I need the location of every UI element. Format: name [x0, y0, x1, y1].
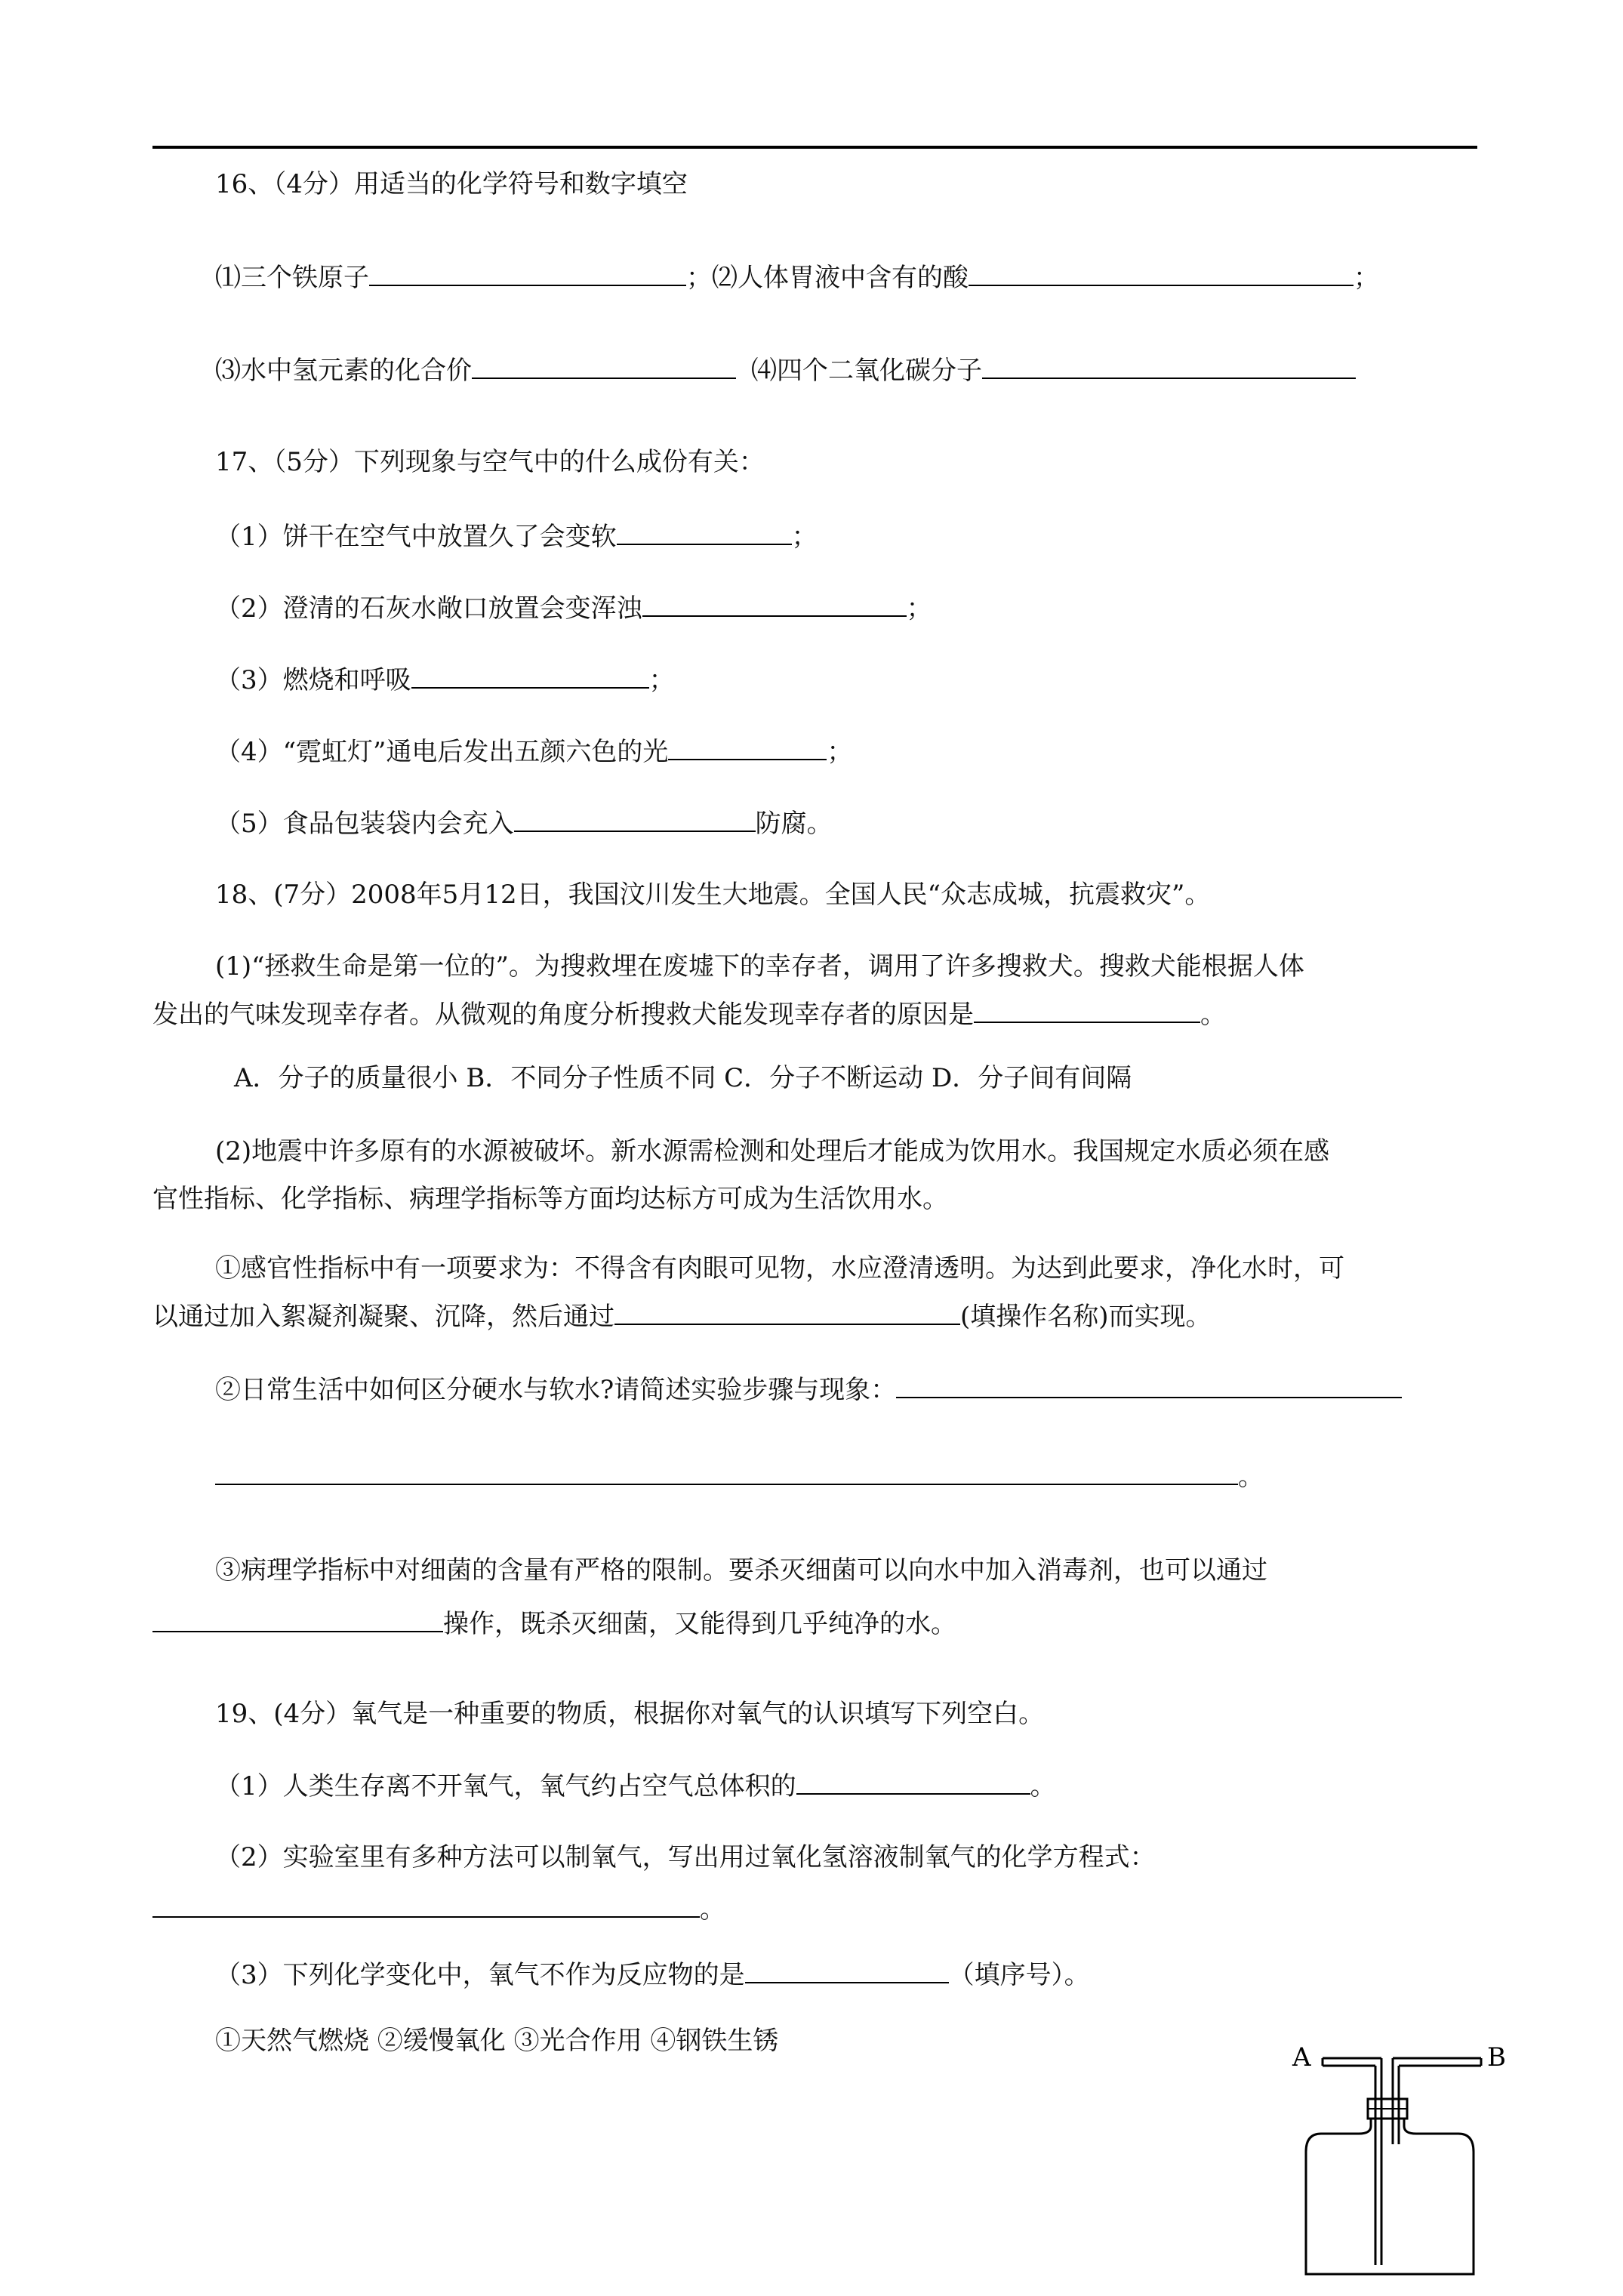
- q19-p3-text: （3）下列化学变化中，氧气不作为反应物的是: [215, 1960, 745, 1990]
- q18-s1-text: 以通过加入絮凝剂凝聚、沉降，然后通过: [152, 1302, 614, 1332]
- q16-part3-label: ⑶水中氢元素的化合价: [215, 356, 472, 386]
- q16-part4-label: ⑷四个二氧化碳分子: [751, 356, 982, 386]
- q17-item-3: [215, 664, 675, 695]
- q19-p1-text: （1）人类生存离不开氧气，氧气约占空气总体积的: [215, 1771, 796, 1801]
- q17-item-4: [215, 736, 852, 766]
- separator: 。: [1030, 1771, 1056, 1801]
- q18-s2-line1: [215, 1374, 1402, 1404]
- answer-blank[interactable]: [974, 999, 1200, 1023]
- q17-item-text: （1）饼干在空气中放置久了会变软: [215, 522, 617, 552]
- q17-item-text: （3）燃烧和呼吸: [215, 665, 411, 695]
- separator: 。: [1200, 1000, 1226, 1030]
- answer-blank[interactable]: [642, 593, 907, 617]
- separator: ；: [648, 665, 675, 695]
- separator: ；: [827, 737, 853, 767]
- answer-blank[interactable]: [668, 736, 827, 760]
- q19-p3: [215, 1959, 1090, 1989]
- answer-blank[interactable]: [796, 1771, 1030, 1795]
- q18-p2-line1: (2)地震中许多原有的水源被破坏。新水源需检测和处理后才能成为饮用水。我国规定水质必须在感: [215, 1136, 1330, 1166]
- q18-p1-line2: [152, 999, 1226, 1029]
- q18-p1-text: 发出的气味发现幸存者。从微观的角度分析搜救犬能发现幸存者的原因是: [152, 1000, 974, 1030]
- answer-blank[interactable]: [969, 262, 1354, 286]
- separator: ；: [686, 263, 712, 293]
- q18-s3-line2: [152, 1608, 956, 1638]
- q18-p2-line2: 官性指标、化学指标、病理学指标等方面均达标方可成为生活饮用水。: [152, 1184, 948, 1214]
- separator: ；: [791, 522, 818, 552]
- q19-options: ①天然气燃烧 ②缓慢氧化 ③光合作用 ④钢铁生锈: [215, 2026, 779, 2056]
- answer-blank[interactable]: [472, 355, 736, 379]
- answer-blank[interactable]: [896, 1374, 1402, 1398]
- q19-p1: [215, 1771, 1056, 1801]
- gas-bottle-figure: [1283, 2039, 1517, 2280]
- answer-blank[interactable]: [745, 1959, 949, 1983]
- q18-s1-suffix: (填操作名称)而实现。: [960, 1302, 1212, 1332]
- answer-blank[interactable]: [152, 1608, 443, 1632]
- q16-title: 16、（4分）用适当的化学符号和数字填空: [215, 169, 688, 199]
- answer-blank[interactable]: [514, 808, 756, 832]
- answer-blank[interactable]: [369, 262, 686, 286]
- answer-blank[interactable]: [982, 355, 1356, 379]
- q18-p1-line1: (1)“拯救生命是第一位的”。为搜救埋在废墟下的幸存者，调用了许多搜救犬。搜救犬能根据人体: [215, 951, 1304, 982]
- separator: 。: [1238, 1462, 1264, 1492]
- q19-p3-suffix: （填序号）。: [948, 1960, 1090, 1990]
- separator: 。: [700, 1894, 725, 1925]
- q16-part1-label: ⑴三个铁原子: [215, 263, 369, 293]
- q18-title: 18、(7分）2008年5月12日，我国汶川发生大地震。全国人民“众志成城，抗震救灾”。: [215, 880, 1211, 910]
- q16-row2: [215, 355, 1356, 385]
- gas-bottle-icon: [1283, 2039, 1517, 2280]
- q18-s1-line1: ①感官性指标中有一项要求为：不得含有肉眼可见物，水应澄清透明。为达到此要求，净化水时，可: [215, 1253, 1344, 1284]
- q17-item-text: （5）食品包装袋内会充入: [215, 809, 514, 839]
- answer-blank[interactable]: [411, 664, 649, 689]
- separator: ；: [1354, 263, 1379, 293]
- q18-s3-suffix: 操作，既杀灭细菌，又能得到几乎纯净的水。: [443, 1609, 956, 1639]
- q18-choices: A．分子的质量很小 B．不同分子性质不同 C．分子不断运动 D．分子间有间隔: [234, 1063, 1132, 1093]
- answer-blank[interactable]: [614, 1301, 960, 1325]
- q17-item-text: （2）澄清的石灰水敞口放置会变浑浊: [215, 593, 642, 624]
- label-b: B: [1487, 2042, 1506, 2073]
- separator: 防腐。: [755, 809, 833, 839]
- q18-s1-line2: [152, 1301, 1212, 1331]
- q17-item-text: （4）“霓虹灯”通电后发出五颜六色的光: [215, 737, 669, 767]
- q19-p2-answer: [152, 1894, 725, 1924]
- answer-blank[interactable]: [215, 1461, 1238, 1485]
- q16-row1: [215, 262, 1379, 292]
- q18-s2-text: ②日常生活中如何区分硬水与软水?请简述实验步骤与现象：: [215, 1375, 897, 1405]
- q18-s2-line2: [215, 1461, 1264, 1491]
- separator: ；: [906, 593, 932, 624]
- q17-item-5: [215, 808, 833, 838]
- header-rule: [152, 146, 1477, 149]
- answer-blank[interactable]: [617, 521, 792, 545]
- label-a: A: [1292, 2042, 1311, 2073]
- q16-part2-label: ⑵人体胃液中含有的酸: [712, 263, 969, 293]
- answer-blank[interactable]: [152, 1894, 700, 1918]
- q18-s3-line1: ③病理学指标中对细菌的含量有严格的限制。要杀灭细菌可以向水中加入消毒剂，也可以通过: [215, 1555, 1267, 1586]
- q19-title: 19、(4分）氧气是一种重要的物质，根据你对氧气的认识填写下列空白。: [215, 1699, 1045, 1729]
- q17-item-1: [215, 521, 818, 551]
- q17-title: 17、（5分）下列现象与空气中的什么成份有关：: [215, 447, 765, 477]
- q19-p2: （2）实验室里有多种方法可以制氧气，写出用过氧化氢溶液制氧气的化学方程式：: [215, 1842, 1156, 1872]
- q17-item-2: [215, 593, 932, 623]
